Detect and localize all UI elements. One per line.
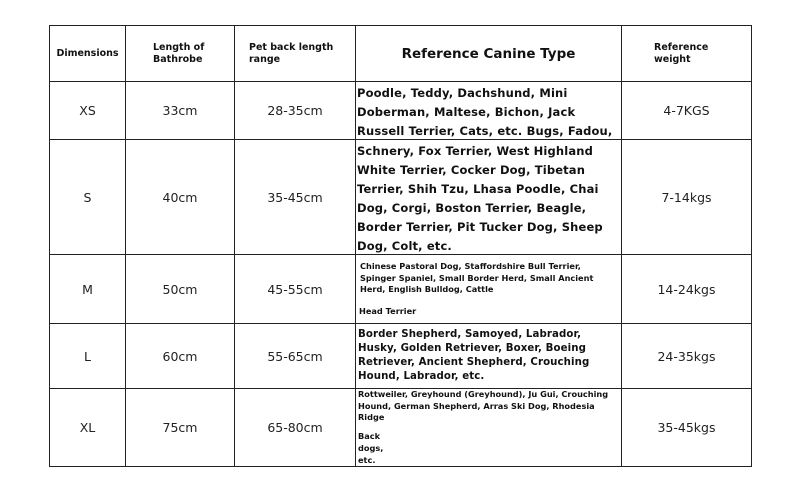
breeds-extra-text: Back dogs, etc. bbox=[358, 430, 384, 465]
table-row bbox=[50, 255, 752, 324]
weight-cell: 7-14kgs bbox=[622, 140, 752, 255]
size-cell: XL bbox=[50, 389, 126, 467]
weight-cell: 35-45kgs bbox=[622, 389, 752, 467]
header-length bbox=[126, 26, 235, 82]
header-canine-type: Reference Canine Type bbox=[356, 26, 622, 82]
range-cell: 45-55cm bbox=[235, 255, 356, 324]
size-chart-table bbox=[49, 25, 752, 467]
breeds-cell bbox=[356, 140, 622, 255]
length-cell: 33cm bbox=[126, 82, 235, 140]
range-cell: 28-35cm bbox=[235, 82, 356, 140]
size-cell: L bbox=[50, 324, 126, 389]
range-cell: 35-45cm bbox=[235, 140, 356, 255]
range-cell: 55-65cm bbox=[235, 324, 356, 389]
size-cell: XS bbox=[50, 82, 126, 140]
weight-cell: 14-24kgs bbox=[622, 255, 752, 324]
weight-cell: 4-7KGS bbox=[622, 82, 752, 140]
breeds-cell bbox=[356, 324, 622, 389]
breeds-cell bbox=[356, 389, 622, 467]
breeds-text: Schnery, Fox Terrier, West Highland White Terrier, Cocker Dog, Tibetan Terrier, Shih Tzu, Lhasa Poodle, Chai Dog, Corgi, Boston Terrier, Beagle, Border Terrier, Pit Tucker Dog, Sheep Dog, Colt, etc. bbox=[357, 144, 603, 253]
breeds-text: Rottweiler, Greyhound (Greyhound), Ju Gui, Crouching Hound, German Shepherd, Arras Ski Dog, Rhodesia Ridge bbox=[358, 389, 609, 422]
breeds-text: Border Shepherd, Samoyed, Labrador, Husky, Golden Retriever, Boxer, Boeing Retriever, Ancient Shepherd, Crouching Hound, Labrador, etc. bbox=[358, 329, 590, 382]
header-back-length-range bbox=[235, 26, 356, 82]
breeds-extra-text: Head Terrier bbox=[359, 305, 417, 316]
header-row bbox=[50, 26, 752, 82]
header-range-text: Pet back length range bbox=[249, 41, 334, 65]
breeds-cell bbox=[356, 255, 622, 324]
length-cell: 50cm bbox=[126, 255, 235, 324]
size-cell: S bbox=[50, 140, 126, 255]
weight-cell: 24-35kgs bbox=[622, 324, 752, 389]
header-dimensions: Dimensions bbox=[50, 26, 126, 82]
length-cell: 40cm bbox=[126, 140, 235, 255]
table-row bbox=[50, 140, 752, 255]
table-row bbox=[50, 82, 752, 140]
header-length-text: Length of Bathrobe bbox=[153, 41, 205, 65]
breeds-text: Poodle, Teddy, Dachshund, Mini Doberman, Maltese, Bichon, Jack Russell Terrier, Cats, etc. Bugs, Fadou, bbox=[357, 86, 613, 138]
table-row bbox=[50, 324, 752, 389]
range-cell: 65-80cm bbox=[235, 389, 356, 467]
length-cell: 75cm bbox=[126, 389, 235, 467]
length-cell: 60cm bbox=[126, 324, 235, 389]
table-row bbox=[50, 389, 752, 467]
size-cell: M bbox=[50, 255, 126, 324]
breeds-cell bbox=[356, 82, 622, 140]
header-weight bbox=[622, 26, 752, 82]
header-weight-text: Reference weight bbox=[654, 41, 709, 65]
breeds-text: Chinese Pastoral Dog, Staffordshire Bull Terrier, Spinger Spaniel, Small Border Herd, Small Ancient Herd, English Bulldog, Cattle bbox=[360, 261, 594, 294]
